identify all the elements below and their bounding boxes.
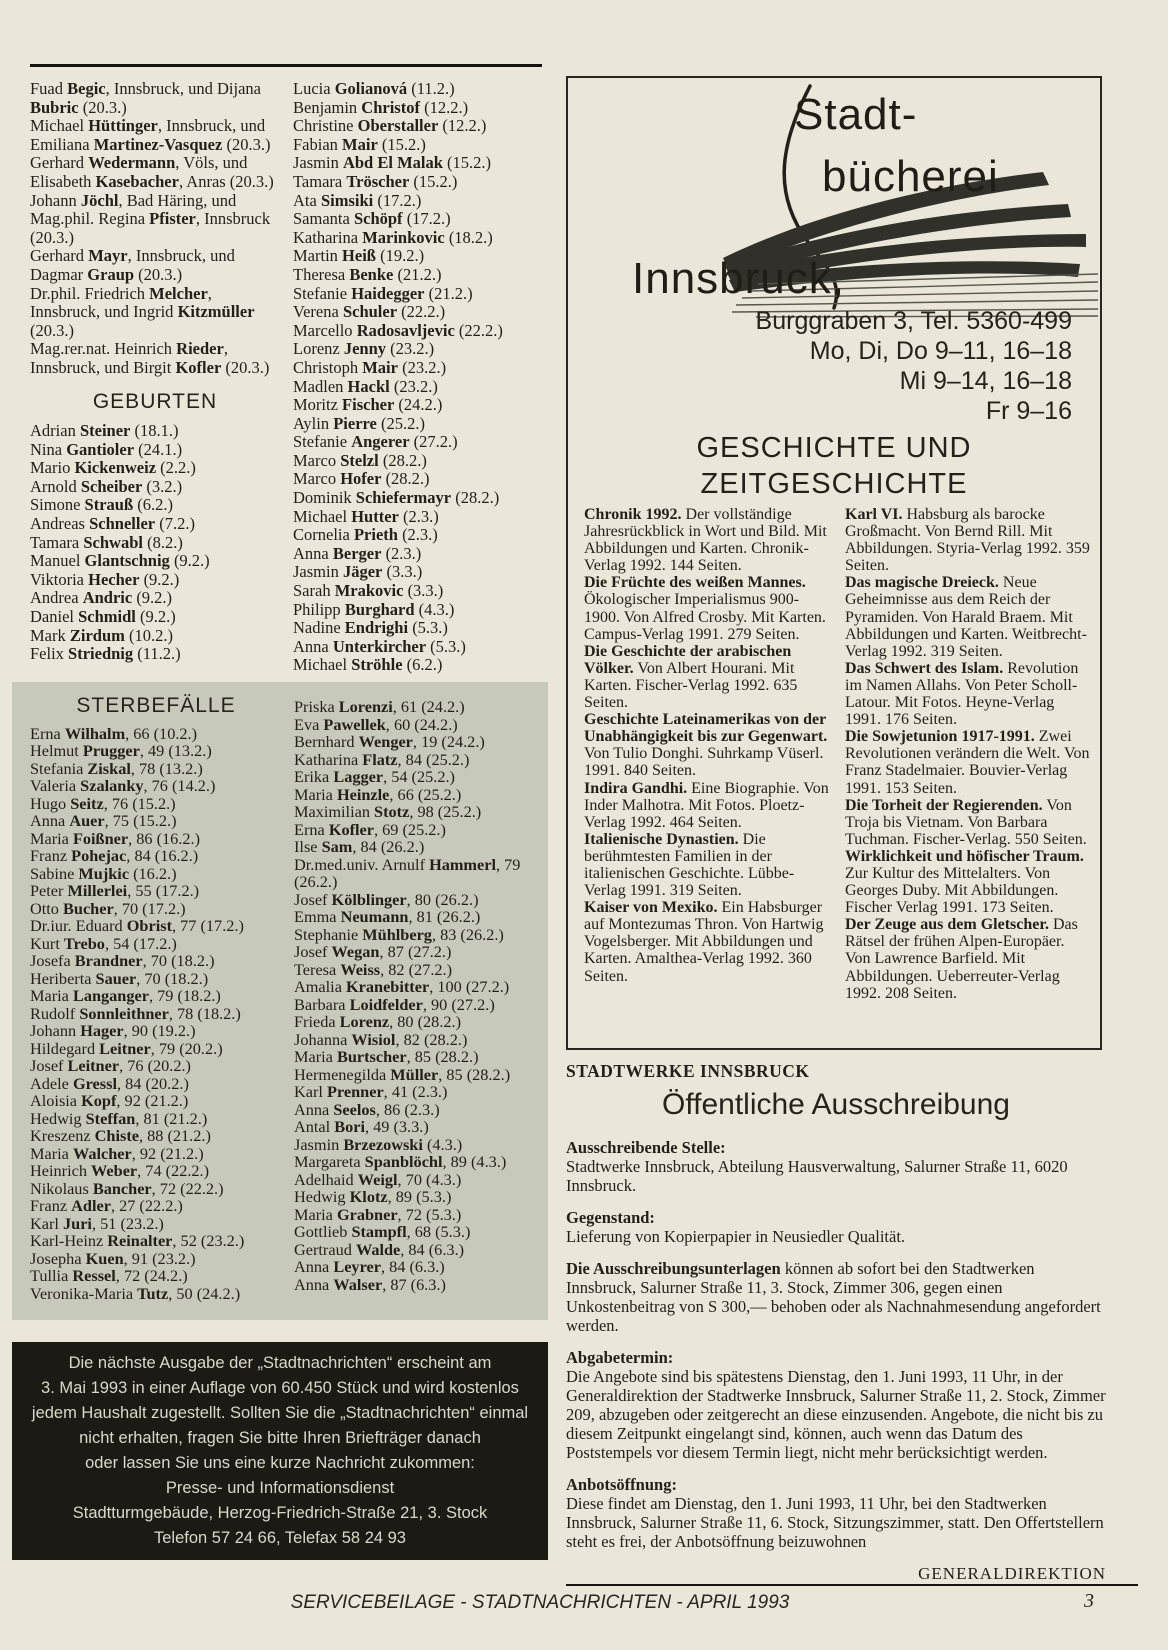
book-entry: Die Geschichte der arabischen Völker. Von Albert Hourani. Mit Karten. Fischer-Verlag 1992. 635 Seiten.: [584, 642, 798, 712]
book-entry: Die Torheit der Regierenden. Von Troja bis Vietnam. Von Barbara Tuchman. Fischer-Verlag. 550 Seiten.: [845, 796, 1087, 848]
death-entry: Karl-Heinz Reinalter, 52 (23.2.): [30, 1231, 245, 1250]
tender-section-office: [566, 1138, 1106, 1195]
library-hours-3: Fr 9–16: [985, 397, 1072, 425]
library-hours-2: Mi 9–14, 16–18: [899, 367, 1072, 395]
birth-entry: Christoph Mair (23.2.): [293, 357, 447, 377]
birth-entry: Manuel Glantschnig (9.2.): [30, 551, 210, 571]
notice-line: Die nächste Ausgabe der „Stadtnachrichten“ erscheint am: [68, 1354, 492, 1372]
death-entry: Emma Neumann, 81 (26.2.): [294, 907, 481, 926]
death-entry: Eva Pawellek, 60 (24.2.): [294, 714, 458, 734]
death-entry: Heinrich Weber, 74 (22.2.): [30, 1161, 210, 1180]
birth-entry: Michael Hutter (2.3.): [293, 506, 439, 526]
death-entry: Maria Heinzle, 66 (25.2.): [294, 784, 462, 804]
birth-entry: Andrea Andric (9.2.): [30, 588, 173, 608]
tender-title: Öffentliche Ausschreibung: [661, 1088, 1010, 1121]
birth-entry: Cornelia Prieth (2.3.): [293, 525, 438, 545]
birth-entry: Ata Simsiki (17.2.): [293, 190, 422, 210]
library-address: Burggraben 3, Tel. 5360-499: [755, 307, 1072, 335]
marriages-list: [30, 80, 280, 378]
registry-block: [30, 80, 546, 675]
birth-entry: Benjamin Christof (12.2.): [293, 97, 469, 117]
death-entry: Kreszenz Chiste, 88 (21.2.): [30, 1126, 211, 1145]
marriage-entry: Fuad Begic, Innsbruck, und Dijana Bubric (20.3.): [30, 79, 261, 117]
notice-line: Telefon 57 24 66, Telefax 58 24 93: [154, 1529, 406, 1547]
death-entry: Ilse Sam, 84 (26.2.): [294, 837, 425, 856]
death-entry: Frieda Lorenz, 80 (28.2.): [294, 1012, 462, 1031]
tender-body: Stadtwerke Innsbruck, Abteilung Hausverwaltung, Salurner Straße 11, 6020 Innsbruck.: [566, 1157, 1068, 1195]
library-name-line1: Stadt-: [794, 90, 918, 139]
tender-label: Anbotsöffnung:: [566, 1475, 677, 1494]
birth-entry: Viktoria Hecher (9.2.): [30, 569, 180, 589]
death-entry: Dr.iur. Eduard Obrist, 77 (17.2.): [30, 916, 244, 935]
death-entry: Amalia Kranebitter, 100 (27.2.): [294, 977, 510, 996]
death-entry: Anna Leyrer, 84 (6.3.): [294, 1257, 445, 1276]
tender-section: [566, 1062, 1106, 1583]
tender-body: Lieferung von Kopierpapier in Neusiedler Qualität.: [566, 1227, 906, 1246]
death-entry: Priska Lorenzi, 61 (24.2.): [294, 697, 465, 716]
book-list-col1: [584, 506, 831, 1002]
next-issue-notice: [12, 1342, 548, 1560]
death-entry: Antal Bori, 49 (3.3.): [294, 1117, 429, 1136]
marriage-entry: Mag.rer.nat. Heinrich Rieder, Innsbruck, und Birgit Kofler (20.3.): [30, 339, 270, 377]
deaths-list-col2: [294, 698, 538, 1293]
birth-entry: Andreas Schneller (7.2.): [30, 514, 195, 534]
death-entry: Maria Burtscher, 85 (28.2.): [294, 1047, 479, 1066]
death-entry: Stephanie Mühlberg, 83 (26.2.): [294, 924, 504, 944]
library-name-line3: Innsbruck,: [632, 254, 845, 303]
death-entry: Josef Kölblinger, 80 (26.2.): [294, 889, 479, 909]
birth-entry: Verena Schuler (22.2.): [293, 302, 446, 322]
death-entry: Hedwig Steffan, 81 (21.2.): [30, 1108, 208, 1128]
birth-entry: Marco Hofer (28.2.): [293, 469, 430, 489]
birth-entry: Adrian Steiner (18.1.): [30, 421, 179, 441]
book-entry: Chronik 1992. Der vollständige Jahresrückblick in Wort und Bild. Mit Abbildungen und Karten. Chronik-Verlag 1992. 144 Seiten.: [584, 506, 827, 575]
deaths-section: [12, 682, 548, 1320]
birth-entry: Mark Zirdum (10.2.): [30, 625, 174, 645]
notice-line: Stadtturmgebäude, Herzog-Friedrich-Straße 21, 3. Stock: [72, 1504, 488, 1522]
death-entry: Jasmin Brzezowski (4.3.): [294, 1134, 463, 1154]
births-list-col2: [293, 80, 546, 675]
death-entry: Nikolaus Bancher, 72 (22.2.): [30, 1178, 224, 1198]
birth-entry: Moritz Fischer (24.2.): [293, 395, 443, 415]
birth-entry: Michael Ströhle (6.2.): [293, 655, 443, 675]
marriage-entry: Johann Jöchl, Bad Häring, und Mag.phil. Regina Pfister, Innsbruck (20.3.): [30, 190, 271, 247]
book-entry: Das magische Dreieck. Neue Geheimnisse aus dem Reich der Pyramiden. Von Harald Braem. Mit Abbildungen und Karten. Weitbrecht-Verlag 1992. 319 Seiten.: [845, 574, 1087, 660]
notice-line: 3. Mai 1993 in einer Auflage von 60.450 Stück und wird kostenlos: [41, 1379, 519, 1397]
registry-column-1: [30, 80, 280, 675]
book-entry: Die Früchte des weißen Mannes. Ökologischer Imperialismus 900-1900. Von Alfred Crosby. Mit Karten. Campus-Verlag 1991. 279 Seiten.: [584, 574, 826, 643]
death-entry: Dr.med.univ. Arnulf Hammerl, 79 (26.2.): [294, 854, 521, 891]
tender-signature: GENERALDIREKTION: [918, 1564, 1106, 1583]
marriage-entry: Gerhard Wedermann, Völs, und Elisabeth Kasebacher, Anras (20.3.): [30, 153, 274, 191]
notice-line: oder lassen Sie uns eine kurze Nachricht zukommen:: [85, 1454, 475, 1472]
death-entry: Helmut Prugger, 49 (13.2.): [30, 741, 212, 760]
death-entry: Erna Kofler, 69 (25.2.): [294, 819, 446, 839]
births-list-col1: [30, 422, 280, 664]
death-entry: Margareta Spanblöchl, 89 (4.3.): [294, 1152, 507, 1171]
book-list-col2: [845, 506, 1092, 1002]
marriage-entry: Gerhard Mayr, Innsbruck, und Dagmar Graup (20.3.): [30, 246, 235, 284]
death-entry: Kurt Trebo, 54 (17.2.): [30, 933, 177, 953]
book-entry: Der Zeuge aus dem Gletscher. Das Rätsel der frühen Alpen-Europäer. Von Lawrence Barfield. Mit Abbildungen. Ueberreuter-Verlag 1992. 208 Seiten.: [845, 916, 1078, 1002]
births-heading: GEBURTEN: [92, 389, 218, 413]
death-entry: Franz Adler, 27 (22.2.): [30, 1196, 183, 1215]
death-entry: Heriberta Sauer, 70 (18.2.): [30, 968, 209, 988]
birth-entry: Katharina Marinkovic (18.2.): [293, 227, 493, 247]
tender-body: Diese findet am Dienstag, den 1. Juni 1993, 11 Uhr, bei den Stadtwerken Innsbruck, Salurner Straße 11, 6. Stock, Sitzungszimmer, statt. Den Offertstellern steht es frei, der Anbotsöffnung beizuwohnen: [566, 1494, 1104, 1551]
death-entry: Veronika-Maria Tutz, 50 (24.2.): [30, 1283, 241, 1303]
library-hours-1: Mo, Di, Do 9–11, 16–18: [809, 337, 1072, 365]
registry-column-2: [293, 80, 546, 675]
notice-line: jedem Haushalt zugestellt. Sollten Sie die „Stadtnachrichten“ einmal: [31, 1404, 529, 1422]
deaths-column-1: [30, 695, 282, 1320]
death-entry: Johann Hager, 90 (19.2.): [30, 1021, 196, 1040]
death-entry: Hedwig Klotz, 89 (5.3.): [294, 1187, 452, 1206]
notice-lines: [20, 1351, 540, 1551]
birth-entry: Jasmin Jäger (3.3.): [293, 562, 423, 582]
birth-entry: Felix Striednig (11.2.): [30, 644, 181, 664]
death-entry: Rudolf Sonnleithner, 78 (18.2.): [30, 1003, 241, 1023]
footer-text: SERVICEBEILAGE - STADTNACHRICHTEN - APRIL 1993: [290, 1592, 790, 1613]
tender-section-documents: [566, 1259, 1106, 1335]
death-entry: Maria Foißner, 86 (16.2.): [30, 828, 201, 848]
tender-label: Abgabetermin:: [566, 1348, 674, 1367]
book-entry: Geschichte Lateinamerikas von der Unabhängigkeit bis zur Gegenwart. Von Tulio Donghi. Suhrkamp Vüserl. 1991. 840 Seiten.: [584, 711, 828, 780]
death-entry: Karl Juri, 51 (23.2.): [30, 1213, 164, 1233]
library-ad: [566, 76, 1102, 1050]
tender-label: Ausschreibende Stelle:: [566, 1138, 726, 1157]
death-entry: Anna Walser, 87 (6.3.): [294, 1274, 446, 1294]
death-entry: Hugo Seitz, 76 (15.2.): [30, 793, 176, 813]
death-entry: Josef Leitner, 76 (20.2.): [30, 1056, 191, 1075]
death-entry: Gottlieb Stampfl, 68 (5.3.): [294, 1222, 471, 1241]
book-entry: Die Sowjetunion 1917-1991. Zwei Revolutionen verändern die Welt. Von Franz Stadelmaier. Bouvier-Verlag 1991. 153 Seiten.: [845, 728, 1090, 797]
book-entry: Karl VI. Habsburg als barocke Großmacht. Von Bernd Rill. Mit Abbildungen. Styria-Verlag 1992. 359 Seiten.: [845, 506, 1090, 575]
top-divider: [30, 64, 542, 67]
tender-body: Die Angebote sind bis spätestens Dienstag, den 1. Juni 1993, 11 Uhr, in der Generaldirektion der Stadtwerke Innsbruck, Salurner Straße 11, 2. Stock, Zimmer 209, abzugeben oder zeitgerecht an diese einzusenden. Angebote, die nicht bis zu diesem Zeitpunkt eingelangt sind, können, auch wenn das Datum des Poststempels vor diesem Termin liegt, nicht mehr berücksichtigt werden.: [566, 1367, 1106, 1462]
death-entry: Maria Walcher, 92 (21.2.): [30, 1143, 204, 1163]
death-entry: Teresa Weiss, 82 (27.2.): [294, 959, 453, 979]
death-entry: Barbara Loidfelder, 90 (27.2.): [294, 994, 495, 1014]
tender-label: Gegenstand:: [566, 1208, 655, 1227]
birth-entry: Nadine Endrighi (5.3.): [293, 618, 448, 638]
death-entry: Hermenegilda Müller, 85 (28.2.): [294, 1064, 511, 1084]
book-entry: Wirklichkeit und höfischer Traum. Zur Kultur des Mittelalters. Von Georges Duby. Mit Abbildungen. Fischer Verlag 1991. 173 Seiten.: [845, 847, 1084, 917]
death-entry: Josef Wegan, 87 (27.2.): [294, 942, 452, 961]
deaths-list-col1: [30, 725, 282, 1303]
death-entry: Adelhaid Weigl, 70 (4.3.): [294, 1169, 462, 1189]
death-entry: Bernhard Wenger, 19 (24.2.): [294, 732, 485, 751]
birth-entry: Lucia Golianová (11.2.): [293, 79, 455, 98]
death-entry: Adele Gressl, 84 (20.2.): [30, 1073, 189, 1093]
death-entry: Erika Lagger, 54 (25.2.): [294, 767, 455, 786]
notice-line: Presse- und Informationsdienst: [165, 1479, 395, 1497]
tender-org: STADTWERKE INNSBRUCK: [566, 1061, 810, 1081]
birth-entry: Stefanie Haidegger (21.2.): [293, 283, 473, 303]
birth-entry: Mario Kickenweiz (2.2.): [30, 458, 196, 478]
birth-entry: Anna Unterkircher (5.3.): [293, 636, 466, 656]
birth-entry: Dominik Schiefermayr (28.2.): [293, 488, 500, 508]
marriage-entry: Dr.phil. Friedrich Melcher, Innsbruck, und Ingrid Kitzmüller (20.3.): [30, 283, 255, 340]
birth-entry: Marcello Radosavljevic (22.2.): [293, 320, 503, 340]
death-entry: Karl Prenner, 41 (2.3.): [294, 1082, 448, 1101]
death-entry: Stefania Ziskal, 78 (13.2.): [30, 758, 203, 778]
birth-entry: Martin Heiß (19.2.): [293, 246, 425, 266]
birth-entry: Christine Oberstaller (12.2.): [293, 116, 487, 136]
deaths-column-2: [294, 695, 538, 1320]
notice-line: nicht erhalten, fragen Sie bitte Ihren Briefträger danach: [79, 1429, 481, 1447]
birth-entry: Philipp Burghard (4.3.): [293, 599, 455, 619]
book-list: [584, 506, 1092, 1002]
marriage-entry: Michael Hüttinger, Innsbruck, und Emiliana Martinez-Vasquez (20.3.): [30, 116, 271, 154]
birth-entry: Anna Berger (2.3.): [293, 543, 422, 563]
birth-entry: Arnold Scheiber (3.2.): [30, 476, 183, 496]
birth-entry: Stefanie Angerer (27.2.): [293, 432, 458, 452]
book-entry: Italienische Dynastien. Die berühmtesten Familien in der italienischen Geschichte. Lübbe-Verlag 1991. 319 Seiten.: [584, 830, 795, 900]
death-entry: Gertraud Walde, 84 (6.3.): [294, 1239, 465, 1259]
death-entry: Hildegard Leitner, 79 (20.2.): [30, 1038, 223, 1058]
birth-entry: Jasmin Abd El Malak (15.2.): [293, 153, 492, 173]
book-entry: Kaiser von Mexiko. Ein Habsburger auf Montezumas Thron. Von Hartwig Vogelsberger. Mit Abbildungen und Karten. Amalthea-Verlag 1992. 360 Seiten.: [584, 899, 824, 985]
tender-section-opening: [566, 1475, 1106, 1551]
death-entry: Josefa Brandner, 70 (18.2.): [30, 951, 215, 970]
book-entry: Das Schwert des Islam. Revolution im Namen Allahs. Von Peter Scholl-Latour. Mit Fotos. Heyne-Verlag 1991. 176 Seiten.: [845, 659, 1079, 729]
birth-entry: Tamara Schwabl (8.2.): [30, 532, 183, 552]
death-entry: Erna Wilhalm, 66 (10.2.): [30, 723, 198, 743]
deaths-heading: STERBEFÄLLE: [76, 694, 236, 717]
death-entry: Maria Langanger, 79 (18.2.): [30, 986, 221, 1005]
library-section-title: GESCHICHTE UND ZEITGESCHICHTE: [696, 432, 972, 500]
death-entry: Josepha Kuen, 91 (23.2.): [30, 1248, 196, 1268]
birth-entry: Fabian Mair (15.2.): [293, 134, 426, 154]
death-entry: Anna Auer, 75 (15.2.): [30, 811, 177, 830]
death-entry: Tullia Ressel, 72 (24.2.): [30, 1266, 188, 1285]
death-entry: Aloisia Kopf, 92 (21.2.): [30, 1091, 189, 1110]
death-entry: Valeria Szalanky, 76 (14.2.): [30, 776, 216, 795]
death-entry: Otto Bucher, 70 (17.2.): [30, 898, 186, 918]
birth-entry: Sarah Mrakovic (3.3.): [293, 581, 444, 601]
death-entry: Maximilian Stotz, 98 (25.2.): [294, 802, 482, 821]
birth-entry: Aylin Pierre (25.2.): [293, 413, 425, 433]
birth-entry: Marco Stelzl (28.2.): [293, 450, 427, 470]
death-entry: Johanna Wisiol, 82 (28.2.): [294, 1029, 468, 1049]
death-entry: Maria Grabner, 72 (5.3.): [294, 1204, 462, 1224]
death-entry: Sabine Mujkic (16.2.): [30, 863, 177, 883]
library-name-line2: bücherei: [822, 152, 999, 201]
birth-entry: Daniel Schmidl (9.2.): [30, 607, 176, 627]
birth-entry: Nina Gantioler (24.1.): [30, 439, 183, 459]
birth-entry: Tamara Tröscher (15.2.): [293, 171, 458, 191]
tender-section-deadline: [566, 1348, 1106, 1462]
birth-entry: Theresa Benke (21.2.): [293, 264, 442, 284]
page-number: 3: [1084, 1590, 1094, 1612]
tender-body: Die Ausschreibungsunterlagen können ab sofort bei den Stadtwerken Innsbruck, Salurner Straße 11, 3. Stock, Zimmer 306, gegen einen Unkostenbeitrag von S 300,— behoben oder als Nachnahmesendung angefordert werden.: [566, 1259, 1101, 1335]
book-entry: Indira Gandhi. Eine Biographie. Von Inder Malhotra. Mit Fotos. Ploetz-Verlag 1992. 464 Seiten.: [584, 779, 829, 831]
footer-divider: [566, 1584, 1138, 1586]
birth-entry: Madlen Hackl (23.2.): [293, 376, 438, 396]
birth-entry: Lorenz Jenny (23.2.): [293, 339, 435, 359]
death-entry: Peter Millerlei, 55 (17.2.): [30, 881, 200, 900]
death-entry: Franz Pohejac, 84 (16.2.): [30, 846, 199, 865]
death-entry: Katharina Flatz, 84 (25.2.): [294, 749, 470, 769]
tender-section-subject: [566, 1208, 1106, 1246]
library-hours-block: [756, 306, 1072, 426]
death-entry: Anna Seelos, 86 (2.3.): [294, 1099, 440, 1119]
birth-entry: Simone Strauß (6.2.): [30, 495, 174, 515]
birth-entry: Samanta Schöpf (17.2.): [293, 209, 451, 229]
